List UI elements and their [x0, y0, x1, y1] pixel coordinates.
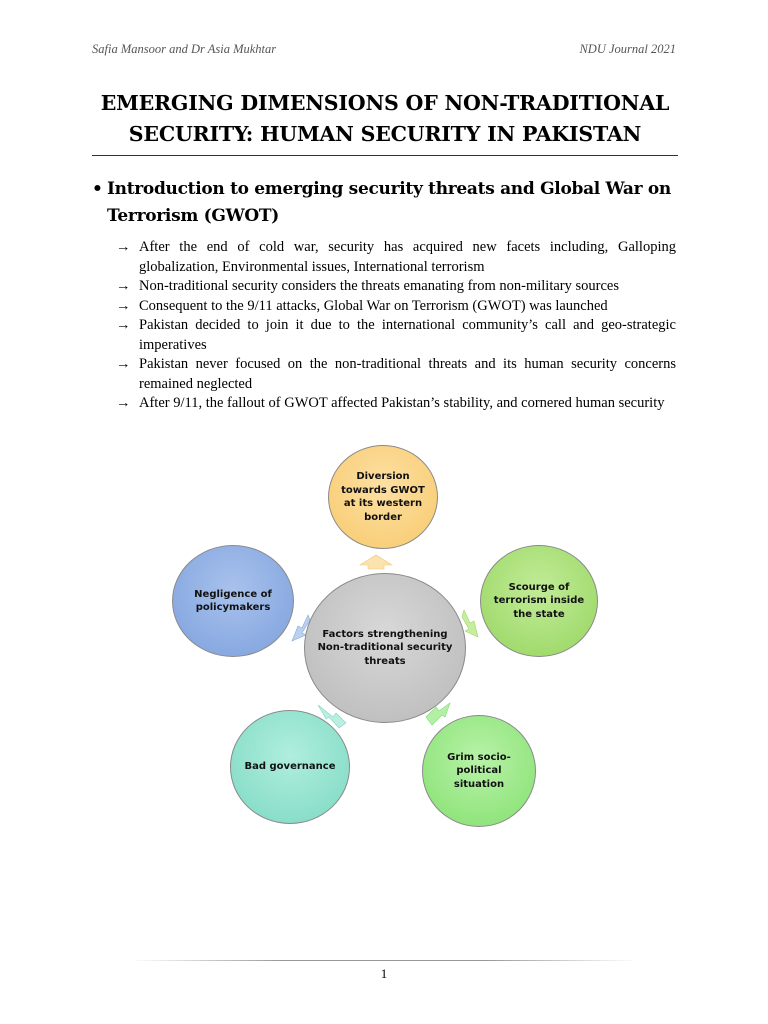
node-center-label: Factors strengthening Non-traditional security threats: [317, 628, 453, 667]
list-item: [116, 238, 676, 277]
arrow-icon: →: [116, 239, 131, 255]
header-journal: NDU Journal 2021: [579, 42, 676, 56]
footer-divider: [130, 960, 638, 961]
arrow-icon: →: [116, 317, 131, 333]
list-item-text: Consequent to the 9/11 attacks, Global War on Terrorism (GWOT) was launched: [139, 297, 608, 314]
arrow-icon: →: [116, 356, 131, 372]
node-right-label: Scourge of terrorism inside the state: [493, 581, 585, 620]
factors-diagram: [168, 445, 604, 835]
arrow-icon: →: [116, 278, 131, 294]
points-list: [116, 238, 676, 414]
node-bottom-left: [230, 710, 350, 824]
title-divider: [92, 155, 678, 156]
section-heading-text: Introduction to emerging security threats and Global War on Terrorism (GWOT): [107, 179, 671, 226]
arrow-to-top-icon: [360, 555, 392, 569]
title-line-2: SECURITY: HUMAN SECURITY IN PAKISTAN: [128, 122, 642, 146]
title-line-1: EMERGING DIMENSIONS OF NON-TRADITIONAL: [100, 91, 670, 115]
node-center: [304, 573, 466, 723]
header-authors: Safia Mansoor and Dr Asia Mukhtar: [92, 42, 277, 56]
arrow-icon: →: [116, 297, 131, 314]
node-bottom-left-label: Bad governance: [244, 761, 336, 773]
list-item-text: After the end of cold war, security has acquired new facets including, Galloping globalization, Environmental issues, International terrorism: [139, 239, 676, 275]
list-item: [116, 355, 676, 394]
list-item-text: Non-traditional security considers the threats emanating from non-military sources: [139, 278, 619, 294]
arrow-icon: →: [116, 395, 131, 411]
list-item: [116, 394, 676, 414]
list-item: [116, 297, 676, 317]
page-number: 1: [380, 966, 388, 981]
node-top-label: Diversion towards GWOT at its western border: [341, 471, 425, 523]
list-item-text: Pakistan never focused on the non-traditional threats and its human security concerns remained neglected: [139, 356, 676, 392]
list-item-text: Pakistan decided to join it due to the international community’s call and geo-strategic imperatives: [139, 317, 676, 353]
node-top: [328, 445, 438, 549]
node-left-label: Negligence of policymakers: [194, 588, 272, 613]
node-right: [480, 545, 598, 657]
page-title: [92, 88, 678, 150]
bullet-icon: •: [92, 179, 103, 199]
list-item-text: After 9/11, the fallout of GWOT affected Pakistan’s stability, and cornered human security: [139, 395, 665, 411]
list-item: [116, 316, 676, 355]
section-heading: [92, 176, 678, 230]
list-item: [116, 277, 676, 297]
node-bottom-right: [422, 715, 536, 827]
node-bottom-right-label: Grim socio-political situation: [447, 751, 511, 790]
running-header: [92, 42, 676, 60]
node-left: [172, 545, 294, 657]
